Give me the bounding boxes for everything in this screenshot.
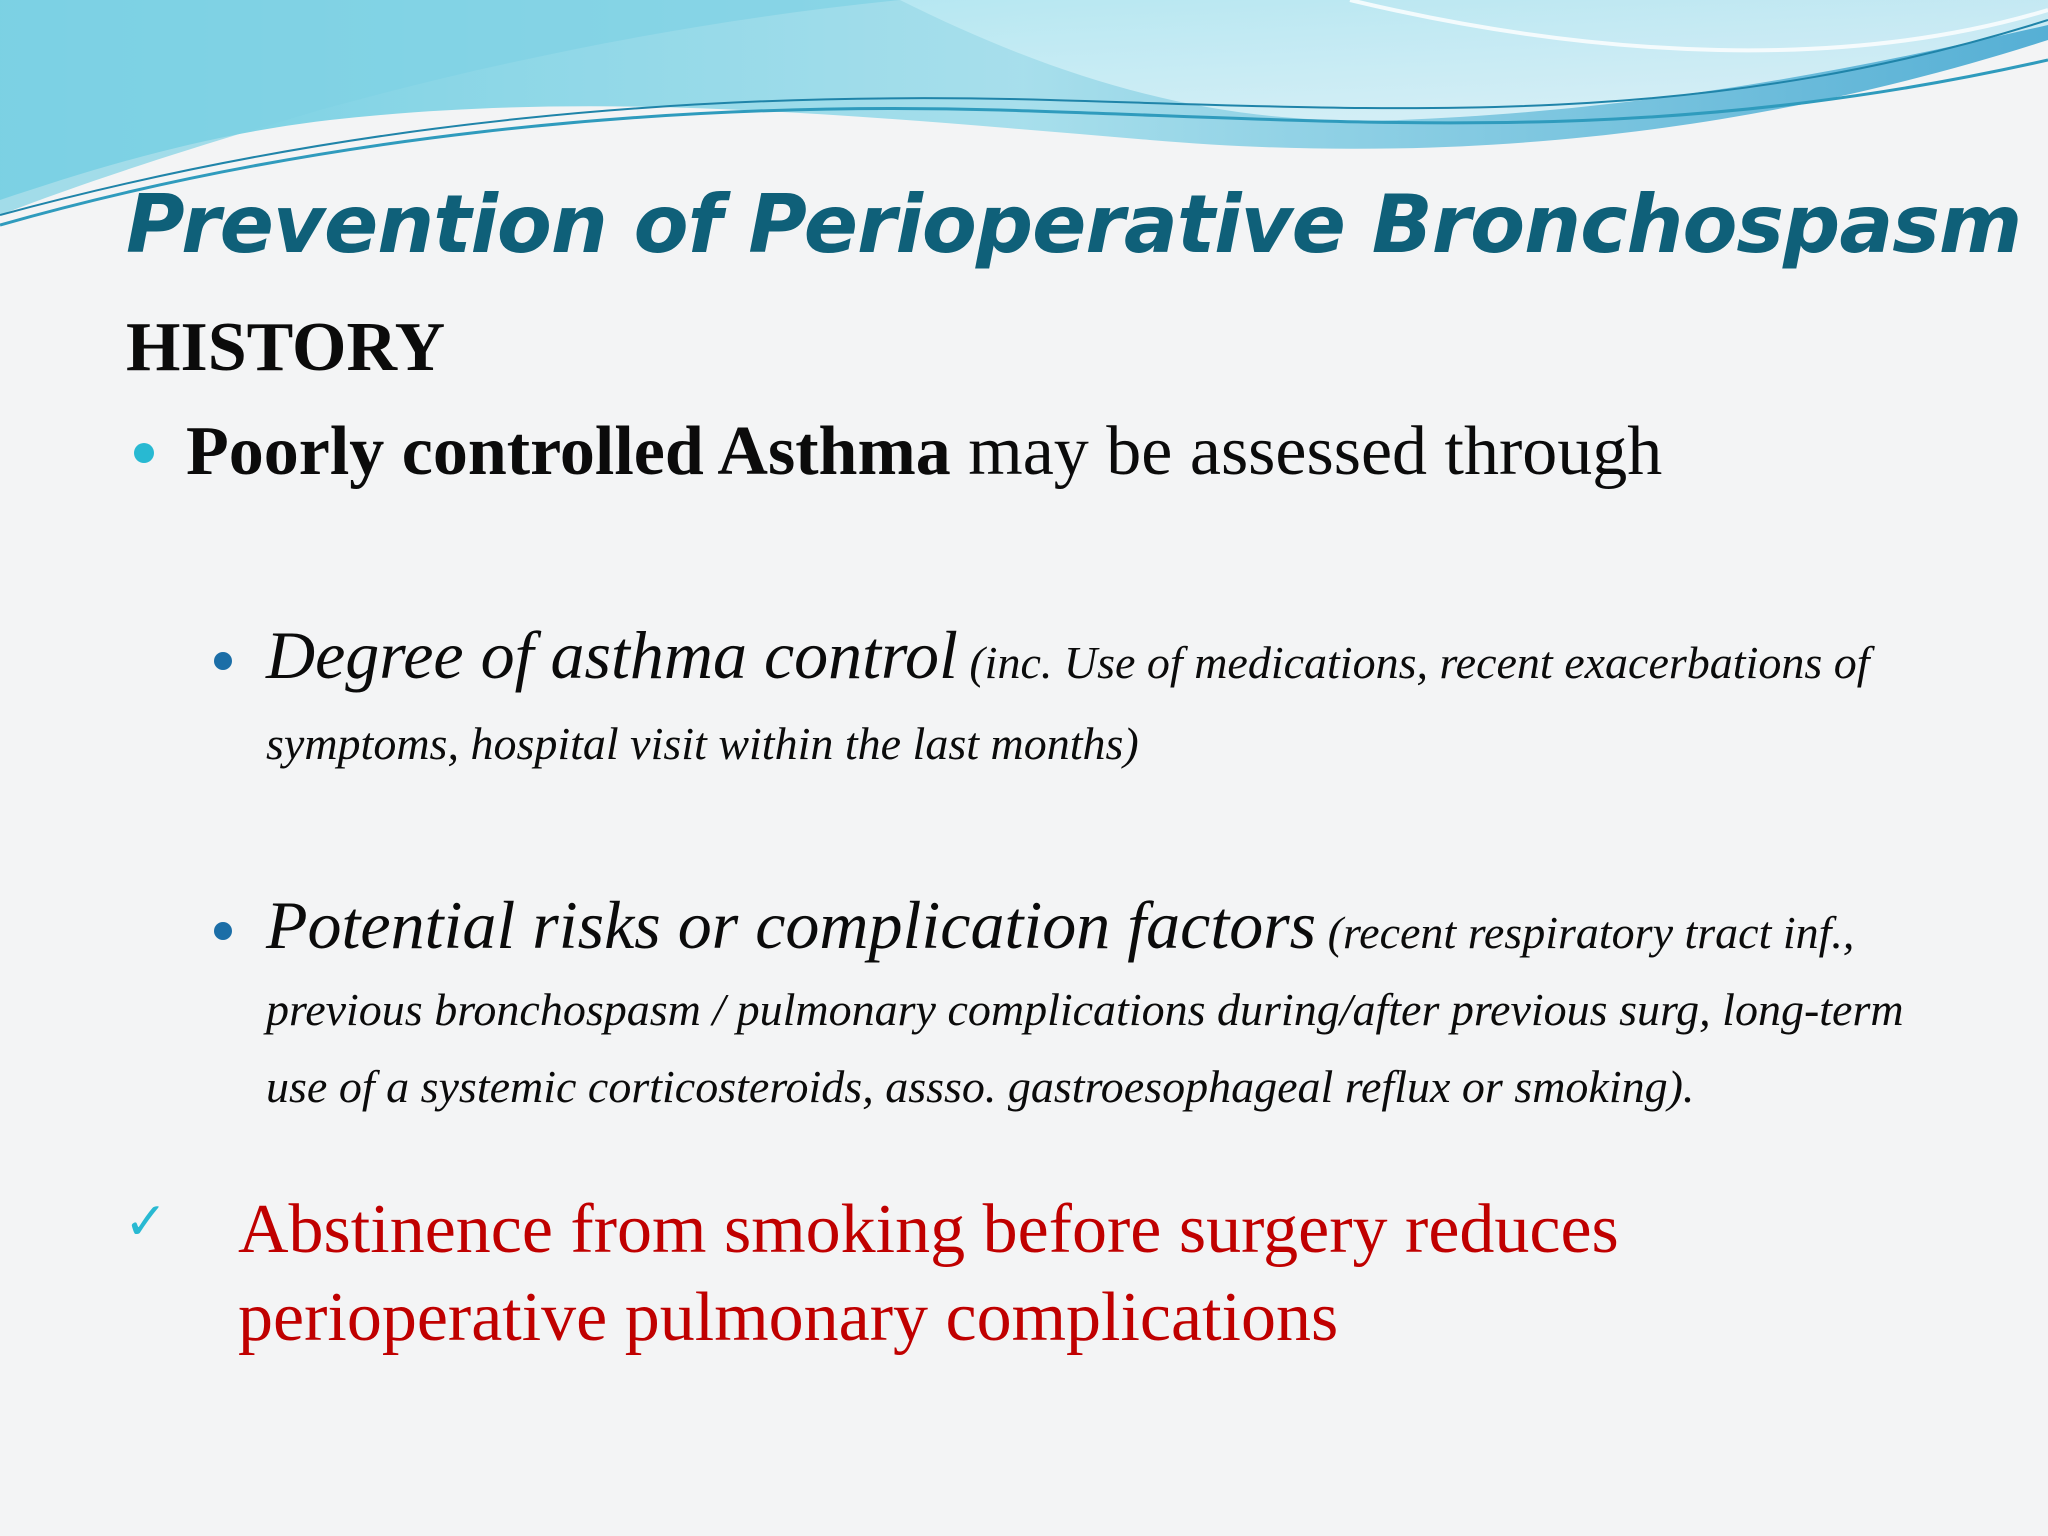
main-bullet: [186, 412, 1662, 492]
sub-item-note: (recent respiratory tract inf., previous bronchospasm / pulmonary complications during/after previous surg, long-term use of a systemic corticosteroids, assso. gastroesophageal reflux or smoking).: [266, 907, 1904, 1112]
main-bullet-rest: may be assessed through: [950, 413, 1663, 490]
checkmark-icon: ✓: [124, 1192, 168, 1252]
slide-title: Prevention of Perioperative Bronchospasm: [126, 178, 2022, 271]
sub-item-main: Degree of asthma control: [266, 617, 958, 693]
conclusion-text: Abstinence from smoking before surgery reduces perioperative pulmonary complications: [238, 1191, 1619, 1356]
sub-item-risk-factors: [266, 887, 1946, 1131]
sub-item-asthma-control: [266, 617, 1946, 790]
round-bullet-icon: [134, 443, 154, 463]
round-bullet-icon: [214, 652, 232, 670]
round-bullet-icon: [214, 922, 232, 940]
sub-item-main: Potential risks or complication factors: [266, 887, 1317, 963]
main-bullet-bold: Poorly controlled Asthma: [186, 413, 951, 490]
sub-item-note: (inc. Use of medications, recent exacerbations of symptoms, hospital visit within the last months): [266, 637, 1870, 769]
section-heading: HISTORY: [126, 309, 446, 386]
